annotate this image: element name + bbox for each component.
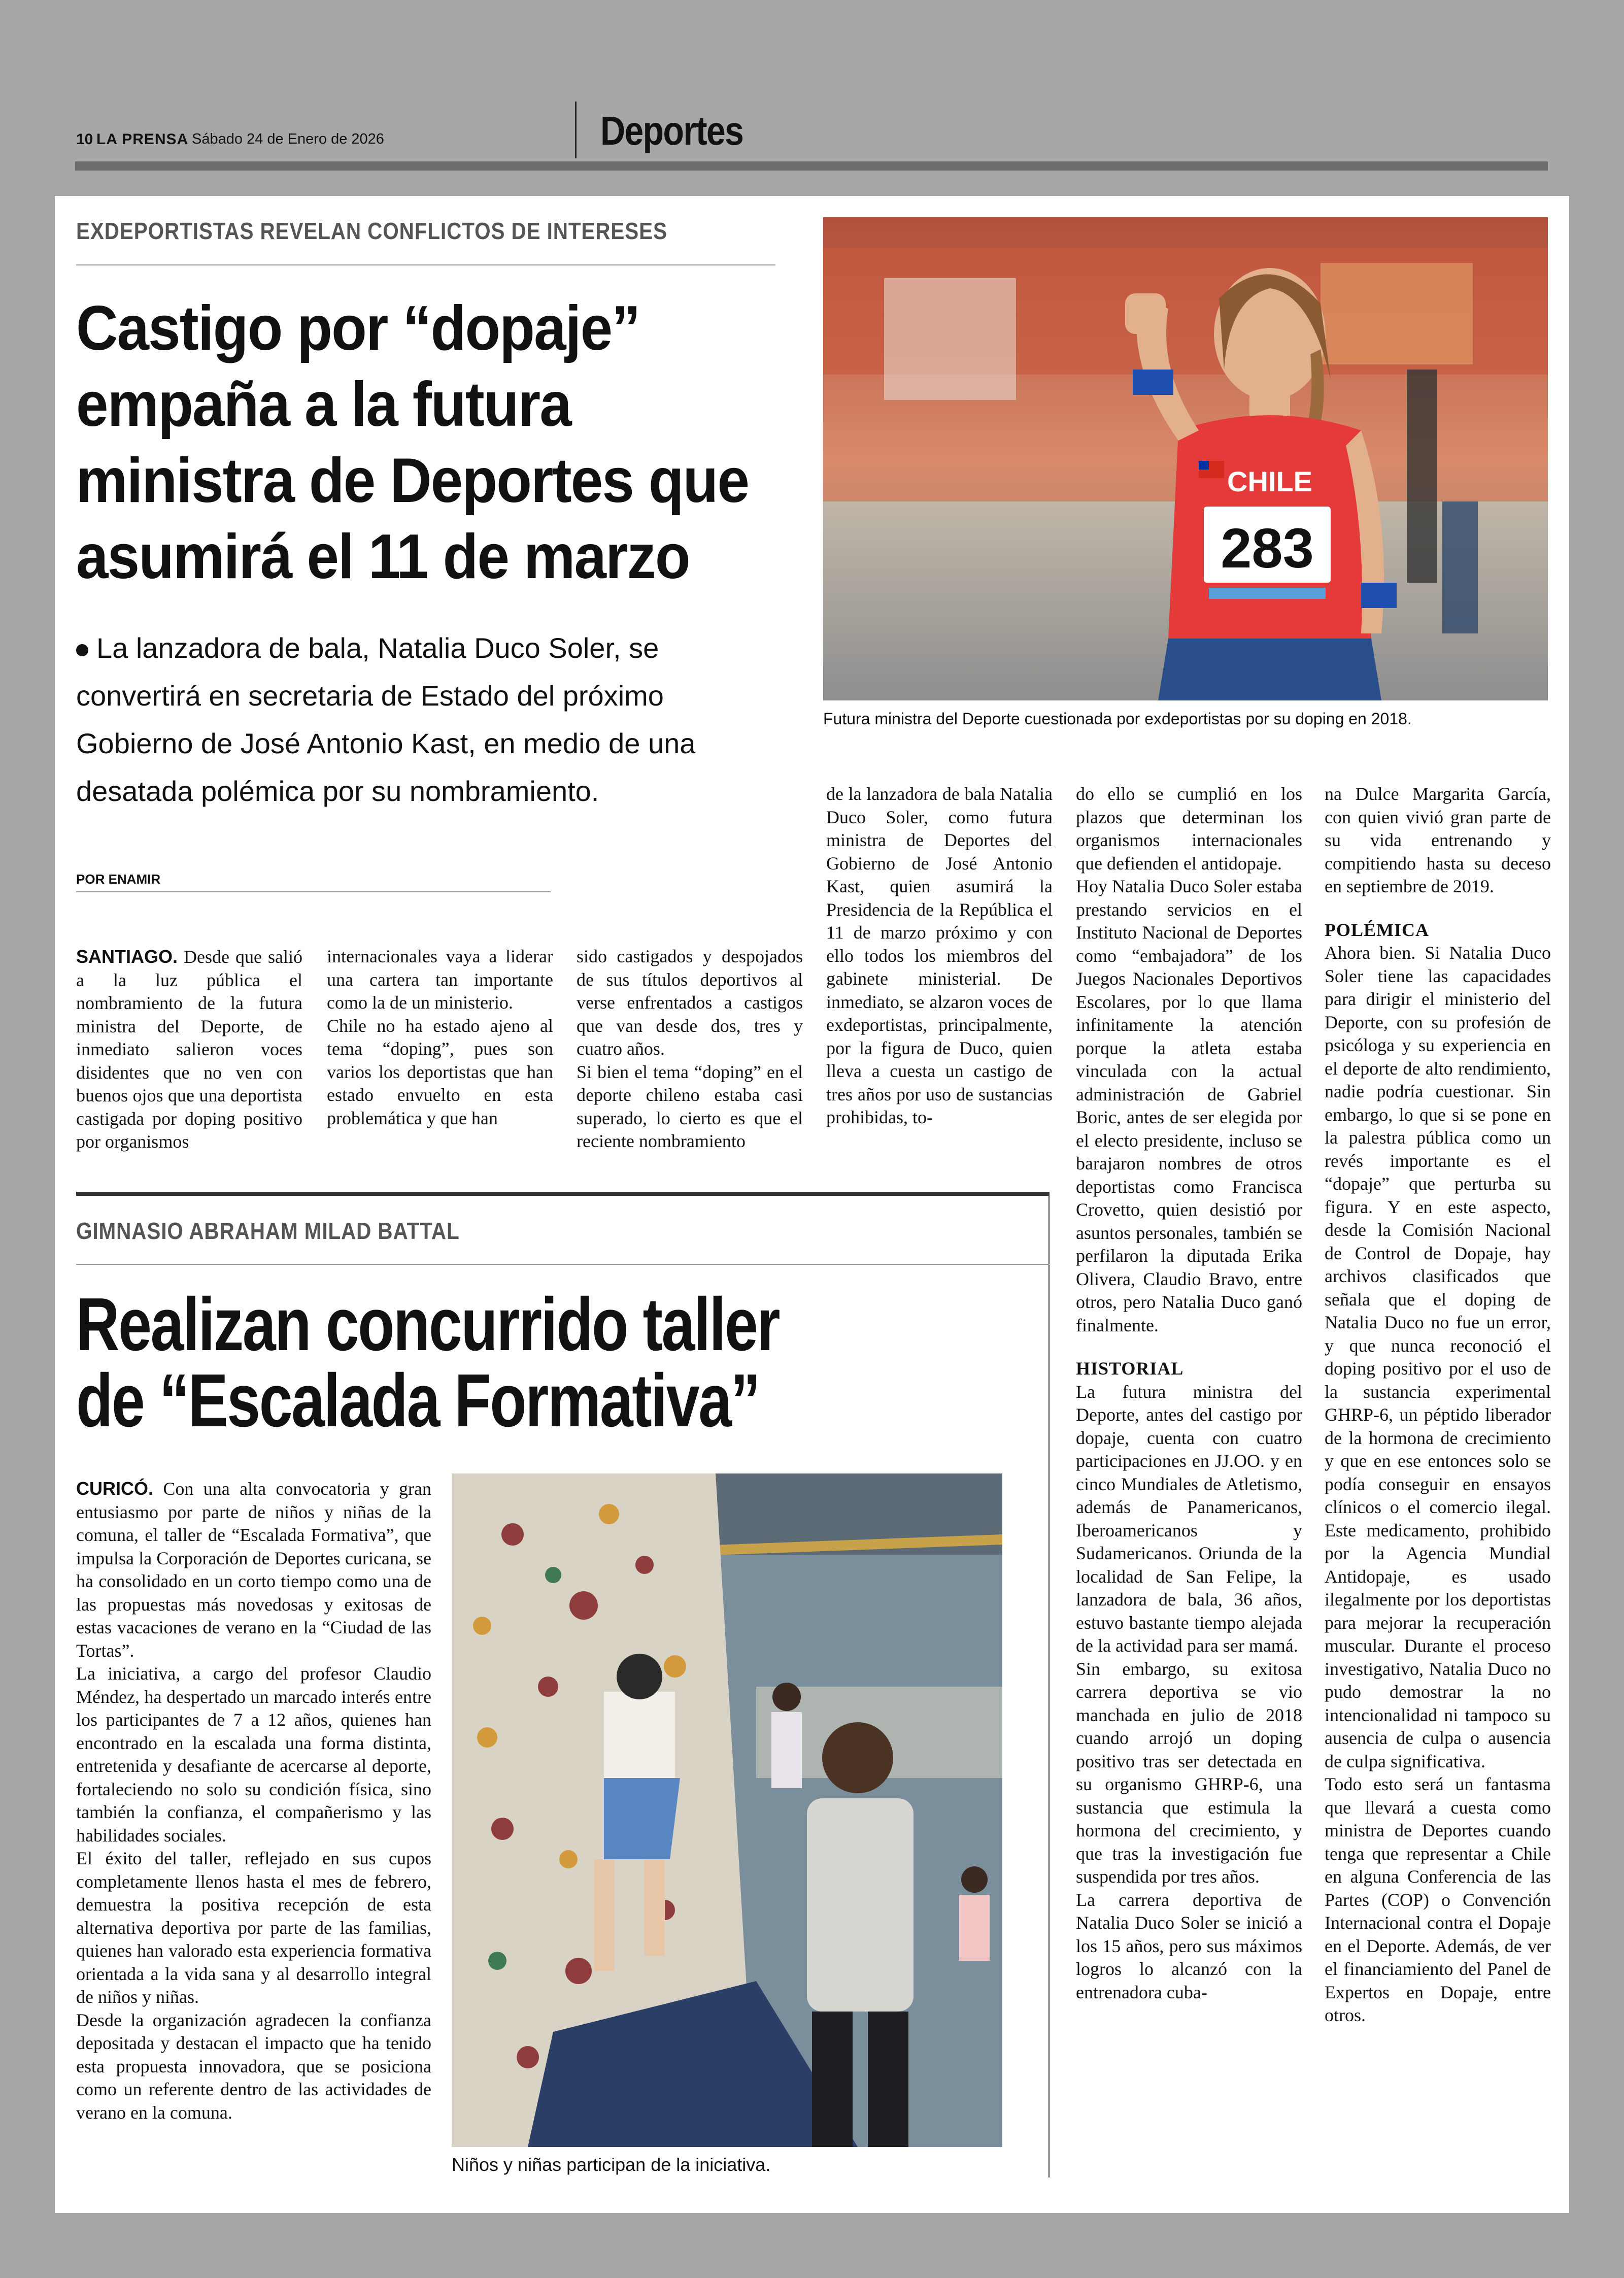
paragraph: Sin embargo, su exitosa carrera deportiva se vio manchada en julio de 2018 cuando arrojó un doping positivo tras ser detectada en su organismo GHRP-6, una sustancia que estimula la hormona del crecimiento, y que tras la investigación fue suspendida por tres años. [1076,1658,1302,1887]
paragraph: El éxito del taller, reflejado en sus cupos completamente llenos hasta el mes de febrero, demuestra la positiva recepción de esta alternativa deportiva por parte de las familias, quienes han valorado esta experiencia formativa orientada a la vida sana y al desarrollo integral de niños y niñas. [76,1848,431,2007]
article1-column-5 [1076,783,1302,2004]
photo-caption: Futura ministra del Deporte cuestionada por exdeportistas por su doping en 2018. [823,710,1412,728]
photo-caption: Niños y niñas participan de la iniciativa. [452,2154,771,2175]
paragraph: sido castigados y despojados de sus títulos deportivos al verse enfrentados a castigos que van desde dos, tres y cuatro años. [577,946,803,1059]
shirt-text: CHILE [1227,465,1312,497]
paragraph: Desde que salió a la luz pública el nombramiento de la futura ministra del Deporte, de inmediato salieron voces disidentes que no ven con buenos ojos que una deportista castigada por doping positivo por organismos [76,947,302,1152]
subheading: POLÉMICA [1325,919,1429,940]
paragraph: internacionales vaya a liderar una cartera tan importante como la de un ministerio. [327,946,553,1013]
paragraph: na Dulce Margarita García, con quien vivió gran parte de su vida entrenando y compitiendo hasta su deceso en septiembre de 2019. [1325,784,1551,896]
paragraph: Chile no ha estado ajeno al tema “doping”, pues son varios los deportistas que han estado envuelto en esta problemática y que han [327,1015,553,1128]
article1-summary [76,624,736,815]
article2-body [76,1477,431,2124]
page-number: 10 [76,131,93,148]
paragraph: La futura ministra del Deporte, antes del castigo por dopaje, cuenta con cuatro participaciones en JJ.OO. y en cinco Mundiales de Atletismo, además de Panamericanos, Iberoamericanos y Sudamericanos. Oriunda de la localidad de San Felipe, la lanzadora de bala, 36 años, estuvo bastante tiempo alejada de la actividad para ser mamá. [1076,1381,1302,1656]
article1-headline: Castigo por “dopaje” empaña a la futura ministra de Deportes que asumirá el 11 de marzo [76,293,749,592]
article2-headline: Realizan concurrido taller de “Escalada Formativa” [76,1283,780,1443]
climbing-wall-photo [452,1473,1002,2147]
dateline: SANTIAGO. [76,946,178,967]
publication-name: LA PRENSA [96,131,189,148]
article1-column-4 [826,783,1053,1129]
paragraph: La carrera deportiva de Natalia Duco Soler se inició a los 15 años, pero sus máximos logros lo alcanzó con la entrenadora cuba- [1076,1889,1302,2002]
header-divider [575,102,577,158]
athlete-photo [823,217,1548,700]
paragraph: Con una alta convocatoria y gran entusiasmo por parte de niños y niñas de la comuna, el taller de “Escalada Formativa”, que impulsa la Corporación de Deportes curicana, se ha consolidado en un corto tiempo como una de las propuestas más novedosas y exitosas de estas vacaciones de verano en la “Ciudad de las Tortas”. [76,1479,432,1661]
paragraph: Todo esto será un fantasma que llevará a cuesta como ministra de Deportes cuando tenga que representar a Chile en alguna Conferencia de las Partes (COP) o Convención Internacional contra el Dopaje en el Deporte. Además, de ver el financiamiento del Panel de Expertos en Dopaje, entre otros. [1325,1774,1551,2025]
summary-text: La lanzadora de bala, Natalia Duco Soler, se convertirá en secretaria de Estado del próximo Gobierno de José Antonio Kast, en medio de una desatada polémica por su nombramiento. [76,632,696,807]
byline: POR ENAMIR [76,872,161,887]
paragraph: do ello se cumplió en los plazos que determinan los organismos internacionales que defienden el antidopaje. [1076,784,1302,874]
byline-rule [76,891,551,892]
paragraph: Si bien el tema “doping” en el deporte chileno estaba casi superado, lo cierto es que el reciente nombramiento [577,1061,803,1151]
bib-number: 283 [1221,517,1314,580]
header-rule [75,161,1548,171]
paragraph: Desde la organización agradecen la confianza depositada y destacan el impacto que ha tenido esta propuesta innovadora, que se posiciona como un referente dentro de las actividades de verano en la comuna. [76,2009,431,2123]
column-divider [1048,1195,1050,2178]
paragraph: La iniciativa, a cargo del profesor Claudio Méndez, ha despertado un marcado interés entre los participantes de 7 a 12 años, quienes han encontrado en la escalada una forma distinta, entretenida y desafiante de acercarse al deporte, fortaleciendo no solo su condición física, sino también la confianza, el compañerismo y las habilidades sociales. [76,1663,431,1846]
paragraph: de la lanzadora de bala Natalia Duco Soler, como futura ministra de Deportes del Gobierno de José Antonio Kast, quien asumirá la Presidencia de la República el 11 de marzo próximo y con ello todos los miembros del gabinete ministerial. De inmediato, se alzaron voces de exdeportistas, principalmente, por la figura de Duco, quien lleva a cuesta un castigo de tres años por uso de sustancias prohibidas, to- [826,784,1053,1127]
bullet-icon [76,644,88,656]
paragraph: Ahora bien. Si Natalia Duco Soler tiene las capacidades para dirigir el ministerio del Deporte, con su profesión de psicóloga y su experiencia en el deporte de alto rendimiento, nadie podría cuestionar. Sin embargo, lo que si se pone en la palestra pública como un revés importante es el “dopaje” que perturba su figura. Y en este aspecto, desde la Comisión Nacional de Control de Dopaje, hay archivos clasificados que señala que el doping de Natalia Duco no fue un error, y que nunca reconoció el doping positivo por el uso de la sustancia experimental GHRP-6, un péptido liberador de la hormona de crecimiento y que en ese entonces solo se podía conseguir en ensayos clínicos o el comercio ilegal. Este medicamento, prohibido por la Agencia Mundial Antidopaje, es usado ilegalmente por los deportistas para mejorar la recuperación muscular. Durante el proceso investigativo, Natalia Duco no pudo demostrar la no intencionalidad ni tampoco su ausencia de culpa o ausencia de culpa significativa. [1325,943,1551,1771]
article2-kicker: GIMNASIO ABRAHAM MILAD BATTAL [76,1218,460,1244]
subheading: HISTORIAL [1076,1358,1184,1379]
dateline: CURICÓ. [76,1478,153,1499]
article1-kicker: EXDEPORTISTAS REVELAN CONFLICTOS DE INTERESES [76,218,667,244]
article2-top-rule [76,1192,1050,1196]
issue-date: Sábado 24 de Enero de 2026 [192,131,384,147]
article1-column-1 [76,945,302,1154]
kicker-rule [76,1264,1050,1265]
kicker-rule [76,264,775,265]
article1-column-2 [327,945,553,1130]
section-title: Deportes [600,108,743,153]
article1-column-3 [577,945,803,1153]
paragraph: Hoy Natalia Duco Soler estaba prestando servicios en el Instituto Nacional de Deportes como “embajadora” de los Juegos Nacionales Deportivos Escolares, por lo que llama infinitamente la atención porque la atleta estaba vinculada con la actual administración de Gabriel Boric, antes de ser elegida por el electo presidente, incluso se barajaron nombres de otros deportistas como Francisca Crovetto, quien desistió por asuntos personales, también se perfilaron la diputada Erika Olivera, Claudio Bravo, entre otros, pero Natalia Duco ganó finalmente. [1076,876,1302,1335]
article1-column-6 [1325,783,1551,2027]
